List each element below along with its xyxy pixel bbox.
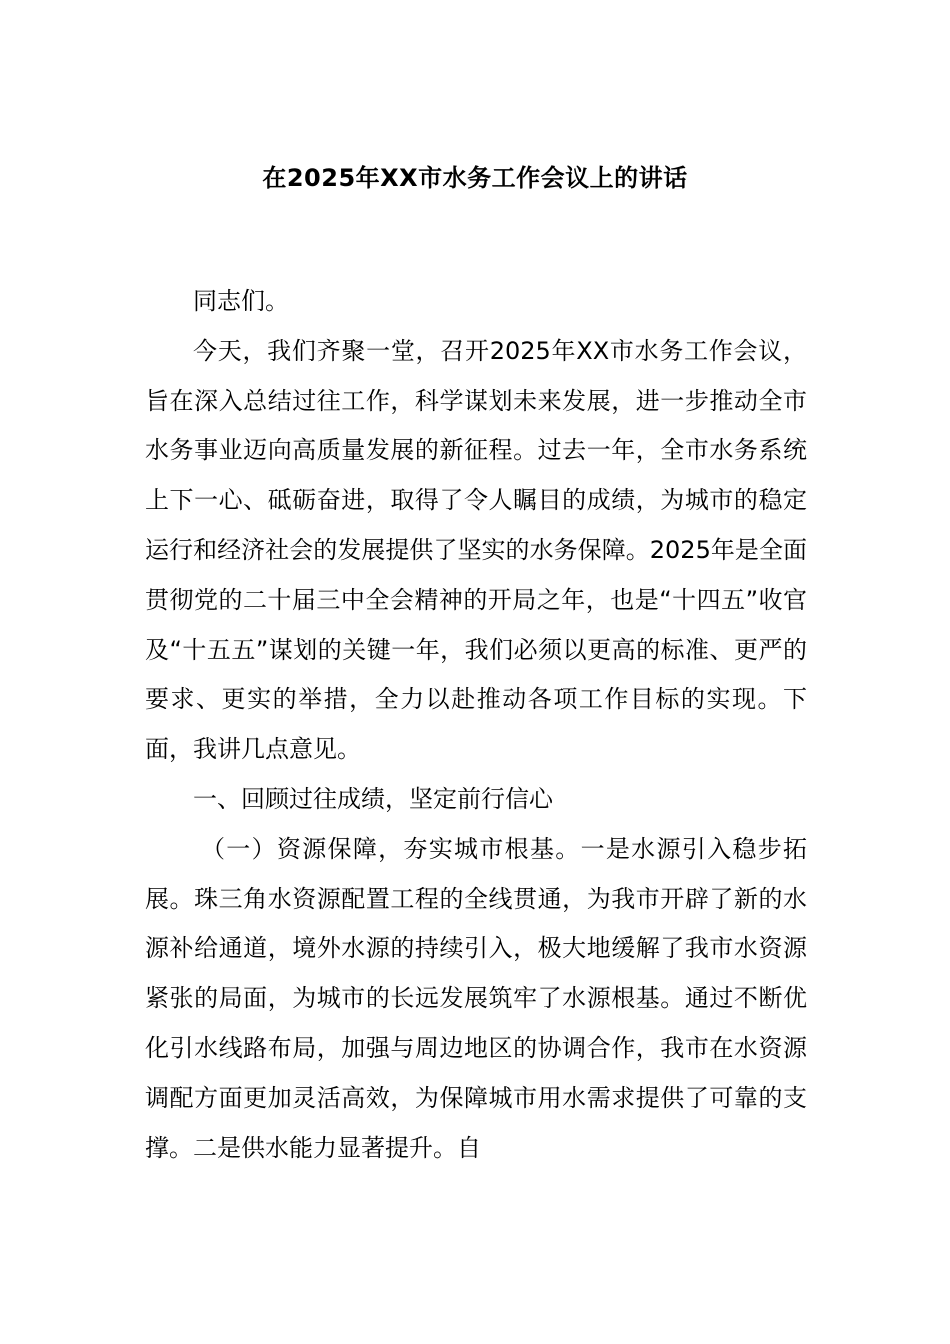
salutation-paragraph: 同志们。 (193, 287, 289, 315)
intro-paragraph: 今天，我们齐聚一堂，召开2025年XX市水务工作会议，旨在深入总结过往工作，科学谋划未来发展，进一步推动全市水务事业迈向高质量发展的新征程。过去一年，全市水务系统上下一心、砥砺奋进，取得了令人瞩目的成绩，为城市的稳定运行和经济社会的发展提供了坚实的水务保障。2025年是全面贯彻党的二十届三中全会精神的开局之年，也是“十四五”收官及“十五五”谋划的关键一年，我们必须以更高的标准、更严的要求、更实的举措，全力以赴推动各项工作目标的实现。下面，我讲几点意见。 (145, 336, 807, 764)
section-heading: 一、回顾过往成绩，坚定前行信心 (193, 784, 553, 813)
document-body (145, 277, 807, 1173)
document-title: 在2025年XX市水务工作会议上的讲话 (262, 164, 688, 192)
subsection-paragraph: （一）资源保障，夯实城市根基。一是水源引入稳步拓展。珠三角水资源配置工程的全线贯通，为我市开辟了新的水源补给通道，境外水源的持续引入，极大地缓解了我市水资源紧张的局面，为城市的长远发展筑牢了水源根基。通过不断优化引水线路布局，加强与周边地区的协调合作，我市在水资源调配方面更加灵活高效，为保障城市用水需求提供了可靠的支撑。二是供水能力显著提升。自 (145, 834, 807, 1162)
